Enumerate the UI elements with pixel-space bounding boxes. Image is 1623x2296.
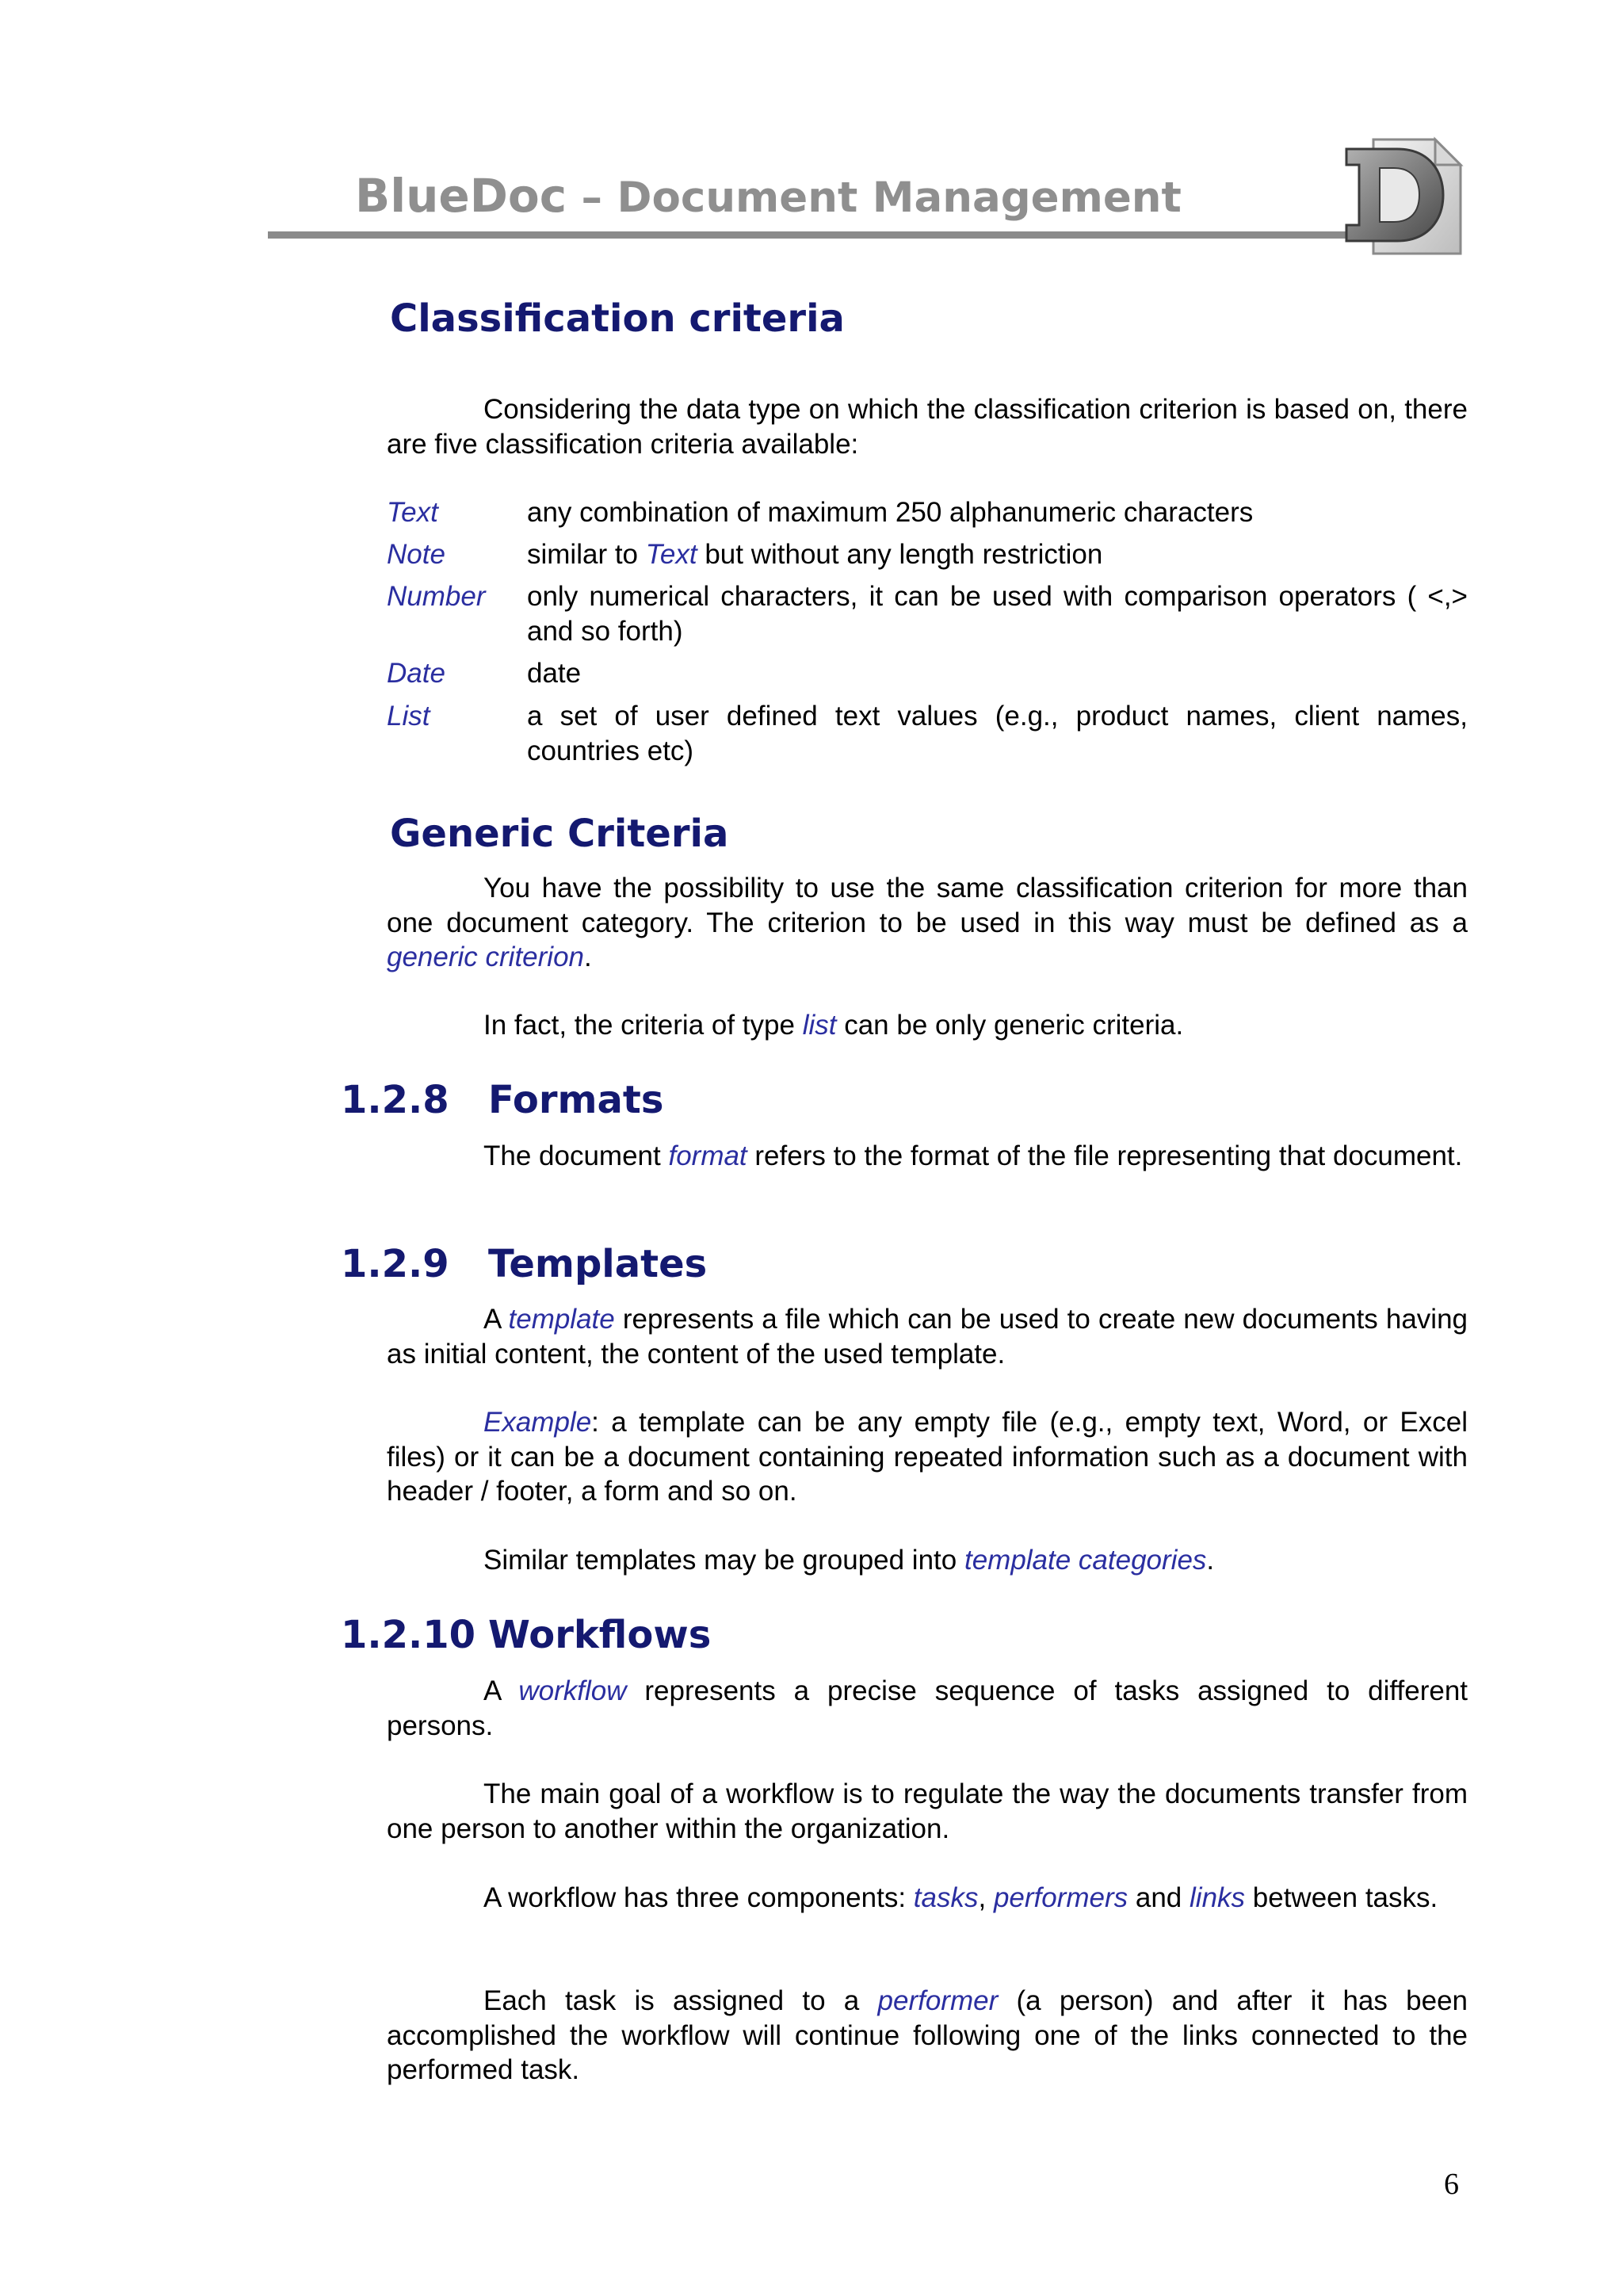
section-number: 1.2.8 [341,1078,449,1122]
templates-example-paragraph: Example: a template can be any empty file (e.g., empty text, Word, or Excel files) or it can be a document containing repeated information such as a document with header / footer, a form and so on. [387,1407,1468,1507]
header-brand: BlueDoc [355,169,567,223]
formats-paragraph: The document format refers to the format of the file representing that document. [483,1140,1463,1171]
header-rule [268,231,1377,239]
classification-criteria-heading: Classification criteria [390,296,845,341]
section-title: Templates [488,1242,708,1286]
generic-criteria-paragraph: You have the possibility to use the same classification criterion for more than one document category. The criterion to be used in this way must be defined as a generic criterion. [387,873,1468,972]
templates-section-heading [341,1242,708,1286]
definition-term: Date [387,658,445,689]
workflows-paragraph: A workflow represents a precise sequence of tasks assigned to different persons. [387,1675,1468,1741]
workflows-section-heading [341,1613,712,1657]
definition-term: Number [387,581,486,612]
formats-section-heading [341,1078,664,1122]
definition-description: date [527,658,582,689]
section-title: Workflows [488,1613,712,1657]
document-header-title [355,169,1182,223]
workflows-components-paragraph: A workflow has three components: tasks, performers and links between tasks. [483,1882,1438,1913]
definition-term: Note [387,539,445,570]
definition-description: only numerical characters, it can be used with comparison operators ( <,> and so forth) [527,581,1468,647]
definition-description: similar to Text but without any length restriction [527,539,1103,570]
templates-paragraph: A template represents a file which can be used to create new documents having as initial content, the content of the used template. [387,1304,1468,1370]
definition-term: Text [387,497,438,528]
workflows-performer-paragraph: Each task is assigned to a performer (a person) and after it has been accomplished the workflow will continue following one of the links connected to the performed task. [387,1985,1468,2085]
definition-description: a set of user defined text values (e.g., product names, client names, countries etc) [527,701,1468,766]
workflows-goal-paragraph: The main goal of a workflow is to regulate the way the documents transfer from one person to another within the organization. [387,1778,1468,1844]
header-subtitle: – Document Management [567,174,1182,222]
page-number: 6 [1444,2168,1459,2201]
definition-description: any combination of maximum 250 alphanumeric characters [527,497,1254,528]
section-title: Formats [488,1078,664,1122]
section-number: 1.2.10 [341,1613,476,1657]
definition-term: List [387,701,430,732]
generic-criteria-heading: Generic Criteria [390,812,729,856]
templates-categories-paragraph: Similar templates may be grouped into template categories. [483,1545,1215,1576]
bluedoc-d-logo-icon [1342,133,1468,260]
generic-criteria-note-paragraph: In fact, the criteria of type list can be only generic criteria. [483,1010,1184,1041]
section-number: 1.2.9 [341,1242,449,1286]
classification-intro-paragraph: Considering the data type on which the classification criterion is based on, there are five classification criteria available: [387,394,1468,460]
